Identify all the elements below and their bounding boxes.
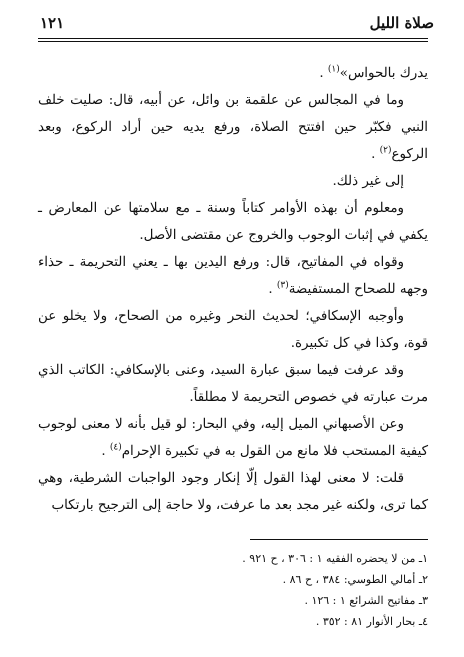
header-rule-top <box>38 38 428 39</box>
body-text <box>38 60 428 519</box>
paragraph: وقواه في المفاتيح، قال: ورفع اليدين بها ـ يعني التحريمة ـ حذاء وجهه للصحاح المستفيضة$^{(٣)}$ . <box>38 255 428 297</box>
footnote-marker: (٢) <box>379 145 392 156</box>
footnote: ٤ـ بحار الأنوار ٨١ : ٣٥٢ . <box>315 615 428 628</box>
footnote: ١ـ من لا يحضره الفقيه ١ : ٣٠٦ ، ح ٩٢١ . <box>242 552 428 565</box>
paragraph: ومعلوم أن بهذه الأوامر كتاباً وسنة ـ مع سلامتها عن المعارض ـ يكفي في إثبات الوجوب والخروج عن مقتضى الأصل. <box>38 201 428 243</box>
footnote-separator <box>250 539 428 540</box>
paragraph: وأوجبه الإسكافي؛ لحديث النحر وغيره من الصحاح، ولا يخلو عن قوة، وكذا في كل تكبيرة. <box>38 309 428 351</box>
footnote-marker: (٤) <box>109 442 122 453</box>
paragraph: قلت: لا معنى لهذا القول إلّا إنكار وجود الواجبات الشرطية، وهي كما ترى، ولكنه غير مجد بعد ما عرفت، ولا حاجة إلى الترجيح بارتكاب <box>38 471 428 513</box>
footnotes <box>38 548 428 632</box>
footnote: ٣ـ مفاتيح الشرائع ١ : ١٢٦ . <box>304 594 428 607</box>
page-number: ١٢١ <box>40 14 65 32</box>
footnote: ٢ـ أمالي الطوسي: ٣٨٤ ، ح ٨٦ . <box>282 573 428 586</box>
footnote-marker: (١) <box>327 64 340 75</box>
paragraph: يدرك بالحواس»$^{(١)}$ . <box>319 64 428 81</box>
paragraph: وقد عرفت فيما سبق عبارة السيد، وعنى بالإسكافي: الكاتب الذي مرت عبارته في خصوص التحريمة لا مطلقاً. <box>38 363 428 405</box>
running-header-title: صلاة الليل <box>369 14 434 32</box>
footnote-marker: (٣) <box>276 280 289 291</box>
paragraph: إلى غير ذلك. <box>332 174 404 189</box>
paragraph: وما في المجالس عن علقمة بن وائل، عن أبيه، قال: صليت خلف النبي فكبّر حين افتتح الصلاة، ورفع يديه حين أراد الركوع، وبعد الركوع$^{(٢)}$ . <box>38 93 428 162</box>
paragraph: وعن الأصبهاني الميل إليه، وفي البحار: لو قيل بأنه لا معنى لوجوب كيفية المستحب فلا مانع من القول به في تكبيرة الإحرام$^{(٤)}$ . <box>38 417 428 459</box>
header-rule-bottom <box>38 41 428 42</box>
